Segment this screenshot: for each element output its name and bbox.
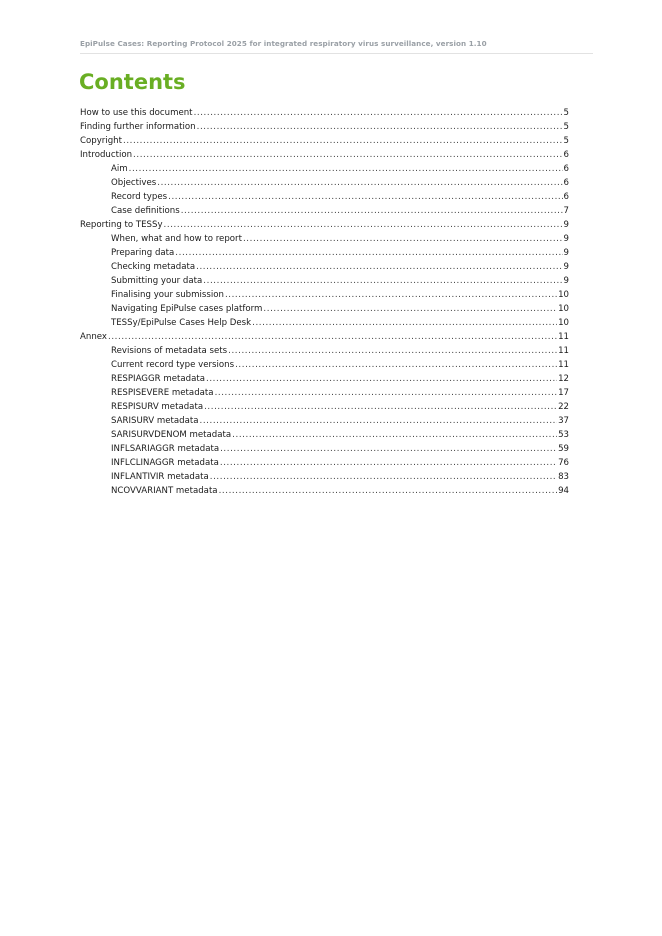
- toc-entry-label[interactable]: Case definitions: [111, 206, 180, 216]
- toc-entry-label[interactable]: Revisions of metadata sets: [111, 346, 228, 356]
- toc-entry-label[interactable]: Annex: [80, 332, 107, 342]
- toc-entry[interactable]: [80, 274, 569, 288]
- header-divider: [80, 53, 593, 54]
- toc-entry[interactable]: [80, 120, 569, 134]
- toc-entry-label[interactable]: Finding further information: [80, 122, 196, 132]
- toc-entry-label[interactable]: RESPIAGGR metadata: [111, 374, 205, 384]
- toc-entry-label[interactable]: How to use this document: [80, 108, 193, 118]
- toc-entry-label[interactable]: INFLCLINAGGR metadata: [111, 458, 219, 468]
- toc-dot-leader: [220, 456, 557, 470]
- toc-entry[interactable]: [80, 372, 569, 386]
- toc-entry-label[interactable]: Record types: [111, 192, 168, 202]
- toc-entry-label[interactable]: Aim: [111, 164, 128, 174]
- toc-entry[interactable]: [80, 260, 569, 274]
- toc-entry-page-number[interactable]: 22: [558, 402, 569, 412]
- toc-dot-leader: [200, 414, 558, 428]
- toc-entry-page-number[interactable]: 6: [563, 150, 569, 160]
- toc-entry-page-number[interactable]: 6: [563, 192, 569, 202]
- toc-entry-page-number[interactable]: 17: [558, 388, 569, 398]
- toc-entry-page-number[interactable]: 7: [563, 206, 569, 216]
- toc-entry-label[interactable]: INFLANTIVIR metadata: [111, 472, 209, 482]
- toc-entry-page-number[interactable]: 11: [558, 332, 569, 342]
- toc-dot-leader: [215, 386, 558, 400]
- toc-dot-leader: [196, 260, 562, 274]
- toc-entry-label[interactable]: RESPISURV metadata: [111, 402, 204, 412]
- toc-dot-leader: [164, 218, 563, 232]
- toc-entry-page-number[interactable]: 10: [558, 304, 569, 314]
- toc-entry[interactable]: [80, 134, 569, 148]
- toc-entry-label[interactable]: Navigating EpiPulse cases platform: [111, 304, 263, 314]
- toc-entry-label[interactable]: SARISURV metadata: [111, 416, 199, 426]
- toc-entry[interactable]: [80, 484, 569, 498]
- toc-entry-page-number[interactable]: 37: [558, 416, 569, 426]
- toc-entry-label[interactable]: Finalising your submission: [111, 290, 224, 300]
- toc-entry-label[interactable]: SARISURVDENOM metadata: [111, 430, 232, 440]
- toc-entry-page-number[interactable]: 9: [563, 220, 569, 230]
- toc-dot-leader: [263, 302, 557, 316]
- toc-entry[interactable]: [80, 204, 569, 218]
- toc-entry-label[interactable]: Copyright: [80, 136, 122, 146]
- toc-dot-leader: [243, 232, 563, 246]
- toc-entry-page-number[interactable]: 6: [563, 164, 569, 174]
- toc-entry-page-number[interactable]: 11: [558, 360, 569, 370]
- toc-entry-label[interactable]: Objectives: [111, 178, 157, 188]
- toc-dot-leader: [220, 442, 557, 456]
- toc-entry-page-number[interactable]: 6: [563, 178, 569, 188]
- toc-entry[interactable]: [80, 190, 569, 204]
- toc-dot-leader: [219, 484, 557, 498]
- toc-entry[interactable]: [80, 358, 569, 372]
- toc-dot-leader: [157, 176, 562, 190]
- toc-dot-leader: [129, 162, 563, 176]
- toc-dot-leader: [206, 372, 557, 386]
- toc-entry[interactable]: [80, 428, 569, 442]
- toc-entry[interactable]: [80, 176, 569, 190]
- page-title: Contents: [79, 70, 186, 94]
- toc-entry[interactable]: [80, 442, 569, 456]
- toc-entry-page-number[interactable]: 10: [558, 318, 569, 328]
- toc-entry-label[interactable]: Submitting your data: [111, 276, 203, 286]
- toc-dot-leader: [197, 120, 563, 134]
- toc-entry-label[interactable]: RESPISEVERE metadata: [111, 388, 214, 398]
- toc-entry[interactable]: [80, 414, 569, 428]
- toc-entry[interactable]: [80, 218, 569, 232]
- toc-entry[interactable]: [80, 400, 569, 414]
- toc-entry[interactable]: [80, 330, 569, 344]
- toc-entry[interactable]: [80, 148, 569, 162]
- toc-entry-label[interactable]: TESSy/EpiPulse Cases Help Desk: [111, 318, 252, 328]
- toc-entry-page-number[interactable]: 9: [563, 276, 569, 286]
- toc-entry[interactable]: [80, 246, 569, 260]
- toc-entry[interactable]: [80, 302, 569, 316]
- toc-dot-leader: [210, 470, 557, 484]
- toc-entry-page-number[interactable]: 9: [563, 248, 569, 258]
- toc-entry-page-number[interactable]: 10: [558, 290, 569, 300]
- toc-dot-leader: [204, 400, 557, 414]
- toc-dot-leader: [228, 344, 557, 358]
- toc-dot-leader: [108, 330, 557, 344]
- toc-entry-page-number[interactable]: 76: [558, 458, 569, 468]
- toc-dot-leader: [252, 316, 557, 330]
- table-of-contents: [80, 106, 569, 498]
- toc-entry-page-number[interactable]: 5: [563, 108, 569, 118]
- toc-entry-page-number[interactable]: 83: [558, 472, 569, 482]
- toc-entry-label[interactable]: When, what and how to report: [111, 234, 242, 244]
- toc-entry-label[interactable]: Introduction: [80, 150, 133, 160]
- toc-entry-label[interactable]: Reporting to TESSy: [80, 220, 163, 230]
- toc-entry-page-number[interactable]: 5: [563, 122, 569, 132]
- toc-entry[interactable]: [80, 288, 569, 302]
- toc-entry[interactable]: [80, 456, 569, 470]
- toc-entry-page-number[interactable]: 53: [558, 430, 569, 440]
- toc-entry-label[interactable]: NCOVVARIANT metadata: [111, 486, 218, 496]
- toc-entry[interactable]: [80, 470, 569, 484]
- toc-dot-leader: [181, 204, 563, 218]
- toc-dot-leader: [175, 246, 562, 260]
- toc-entry-label[interactable]: Preparing data: [111, 248, 175, 258]
- toc-entry[interactable]: [80, 106, 569, 120]
- toc-entry-page-number[interactable]: 9: [563, 262, 569, 272]
- toc-entry-page-number[interactable]: 9: [563, 234, 569, 244]
- toc-entry-page-number[interactable]: 94: [558, 486, 569, 496]
- toc-entry[interactable]: [80, 386, 569, 400]
- toc-entry-page-number[interactable]: 12: [558, 374, 569, 384]
- toc-entry[interactable]: [80, 344, 569, 358]
- toc-entry[interactable]: [80, 162, 569, 176]
- toc-dot-leader: [123, 134, 563, 148]
- toc-entry-page-number[interactable]: 59: [558, 444, 569, 454]
- toc-entry[interactable]: [80, 232, 569, 246]
- toc-dot-leader: [133, 148, 562, 162]
- toc-entry-page-number[interactable]: 11: [558, 346, 569, 356]
- toc-entry[interactable]: [80, 316, 569, 330]
- toc-dot-leader: [235, 358, 557, 372]
- toc-dot-leader: [194, 106, 563, 120]
- running-header: EpiPulse Cases: Reporting Protocol 2025 for integrated respiratory virus surveillance, version 1.10: [80, 39, 487, 48]
- toc-entry-label[interactable]: Checking metadata: [111, 262, 196, 272]
- toc-dot-leader: [232, 428, 557, 442]
- toc-entry-label[interactable]: INFLSARIAGGR metadata: [111, 444, 220, 454]
- toc-entry-page-number[interactable]: 5: [563, 136, 569, 146]
- toc-dot-leader: [203, 274, 562, 288]
- toc-dot-leader: [168, 190, 562, 204]
- toc-dot-leader: [225, 288, 557, 302]
- toc-entry-label[interactable]: Current record type versions: [111, 360, 235, 370]
